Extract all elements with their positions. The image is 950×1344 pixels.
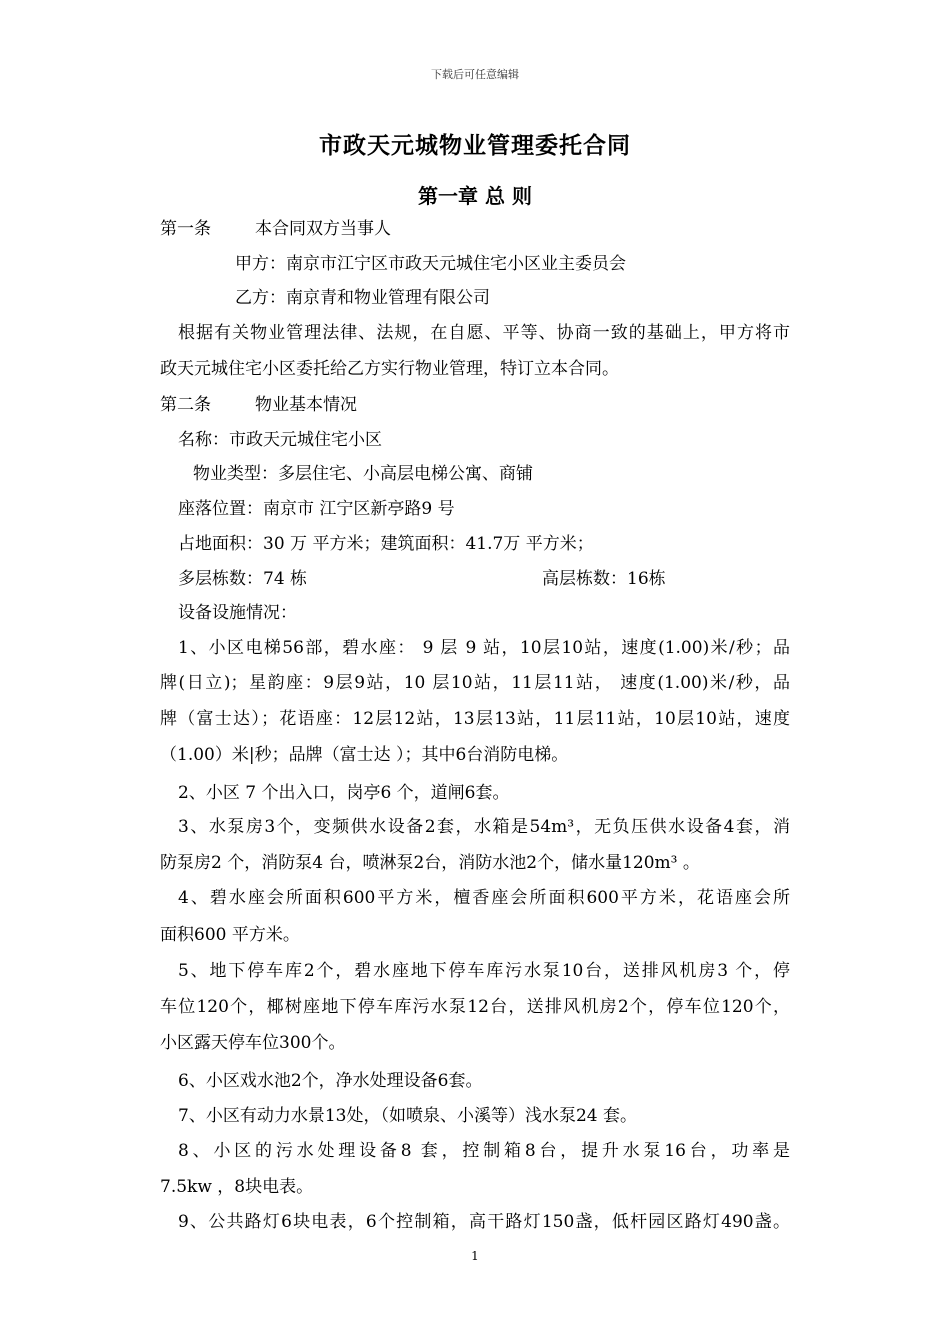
item-5-line-3: 小区露天停车位300个。 xyxy=(160,1033,346,1053)
item-2: 2、小区 7 个出入口，岗亭6 个，道闸6套。 xyxy=(178,783,510,803)
item-3-line-1: 3、水泵房3个，变频供水设备2套，水箱是54m³，无负压供水设备4套，消 xyxy=(178,817,790,837)
multi-storey-count: 多层栋数：74 栋 xyxy=(178,569,308,589)
document-title: 市政天元城物业管理委托合同 xyxy=(319,132,631,159)
item-1-line-1: 1、小区电梯56部，碧水座： 9 层 9 站，10层10站，速度(1.00)米/秒；品 xyxy=(178,638,790,658)
page-number: 1 xyxy=(471,1249,479,1263)
item-4-line-1: 4、碧水座会所面积600平方米，檀香座会所面积600平方米，花语座会所 xyxy=(178,888,790,908)
article2-heading-text: 物业基本情况 xyxy=(255,395,357,415)
item-1-line-4: （1.00）米|秒；品牌（富士达 ）；其中6台消防电梯。 xyxy=(160,745,569,765)
item-3-line-2: 防泵房2 个，消防泵4 台，喷淋泵2台，消防水池2个，储水量120m³ 。 xyxy=(160,853,700,873)
item-4-line-2: 面积600 平方米。 xyxy=(160,925,300,945)
high-rise-count: 高层栋数：16栋 xyxy=(542,569,666,589)
property-name: 名称：市政天元城住宅小区 xyxy=(178,430,382,450)
item-5-line-2: 车位120个，椰树座地下停车库污水泵12台，送排风机房2个，停车位120个， xyxy=(160,997,790,1017)
article1-heading-text: 本合同双方当事人 xyxy=(255,219,391,239)
property-location: 座落位置：南京市 江宁区新亭路9 号 xyxy=(178,499,455,519)
item-6: 6、小区戏水池2个，净水处理设备6套。 xyxy=(178,1071,483,1091)
property-area: 占地面积：30 万 平方米；建筑面积：41.7万 平方米； xyxy=(178,534,594,554)
item-9: 9、公共路灯6块电表，6个控制箱，高干路灯150盏，低杆园区路灯490盏。 xyxy=(178,1212,790,1232)
item-7: 7、小区有动力水景13处，（如喷泉、小溪等）浅水泵24 套。 xyxy=(178,1106,637,1126)
article2-heading-label: 第二条 xyxy=(160,395,211,415)
intro-line-2: 政天元城住宅小区委托给乙方实行物业管理，特订立本合同。 xyxy=(160,359,619,379)
header-note: 下载后可任意编辑 xyxy=(431,68,519,81)
item-8-line-1: 8、小区的污水处理设备8 套，控制箱8台，提升水泵16台，功率是 xyxy=(178,1141,790,1161)
item-1-line-2: 牌(日立)；星韵座：9层9站，10 层10站，11层11站， 速度(1.00)米/秒，品 xyxy=(160,673,790,693)
party-a: 甲方：南京市江宁区市政天元城住宅小区业主委员会 xyxy=(235,254,626,274)
property-type: 物业类型：多层住宅、小高层电梯公寓、商铺 xyxy=(193,464,533,484)
item-1-line-3: 牌（富士达）；花语座：12层12站，13层13站，11层11站，10层10站，速度 xyxy=(160,709,790,729)
item-8-line-2: 7.5kw ，8块电表。 xyxy=(160,1177,314,1197)
equipment-heading: 设备设施情况： xyxy=(178,603,297,623)
party-b: 乙方：南京青和物业管理有限公司 xyxy=(235,288,490,308)
item-5-line-1: 5、地下停车库2个，碧水座地下停车库污水泵10台，送排风机房3 个，停 xyxy=(178,961,790,981)
chapter-heading: 第一章 总 则 xyxy=(418,184,532,208)
article1-heading-label: 第一条 xyxy=(160,219,211,239)
intro-line-1: 根据有关物业管理法律、法规，在自愿、平等、协商一致的基础上，甲方将市 xyxy=(178,323,790,343)
